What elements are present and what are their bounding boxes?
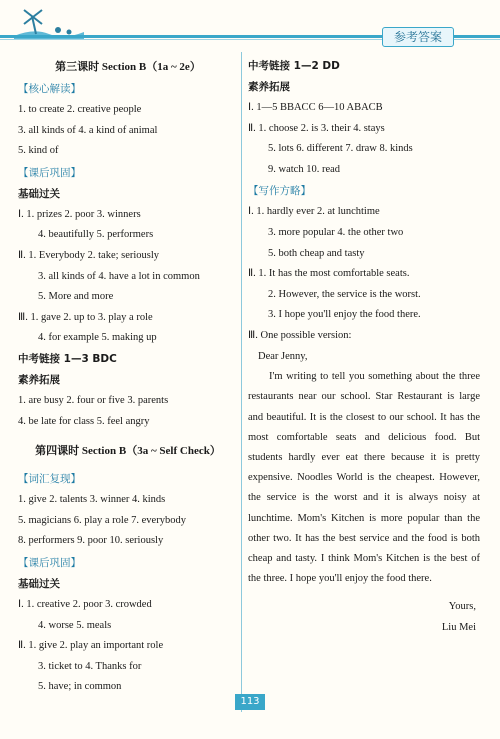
vocab-line-1: 1. give 2. talents 3. winner 4. kinds (18, 494, 166, 506)
page-number: 113 (235, 694, 265, 710)
letter-body: I'm writing to tell you something about the three restaurants near our school. Star Restaurant is large and beautiful. It is the closest to our school. It has the most comfortable seats and delicious food. But students hardly ever eat there because it is pretty expensive. Noodles World is the cheapest. However, the service is the worst and it is always noisy at lunchtime. Mom's Kitchen is more popular than the other two. It has the best service and the food is both cheap and tasty. I think Mom's Kitchen is the best of the three. I hope you'll enjoy the food there. (248, 371, 480, 585)
after-class-tag-2: 【课后巩固】 (18, 556, 81, 569)
writing2-line-3: 3. I hope you'll enjoy the food there. (268, 309, 421, 321)
writing3-heading: Ⅲ. One possible version: (248, 329, 352, 341)
letter-salutation: Dear Jenny, (258, 350, 308, 362)
basic2-line-3: Ⅱ. 1. give 2. play an important role (18, 640, 164, 652)
writing1-line-1: Ⅰ. 1. hardly ever 2. at lunchtime (248, 206, 380, 218)
writing2-line-2: 2. However, the service is the worst. (268, 288, 421, 300)
writing1-line-3: 5. both cheap and tasty (268, 247, 365, 259)
extension1-line-2: 4. be late for class 5. feel angry (18, 415, 150, 427)
basic2-line-4: 3. ticket to 4. Thanks for (38, 660, 142, 672)
core-tag: 【核心解读】 (18, 83, 81, 95)
basic1-line-6: Ⅲ. 1. gave 2. up to 3. play a role (18, 311, 153, 323)
basic1-line-7: 4. for example 5. making up (38, 332, 157, 344)
writing-tag: 【写作方略】 (248, 185, 311, 198)
basic2-line-1: Ⅰ. 1. creative 2. poor 3. crowded (18, 598, 152, 610)
extension-heading-1: 素养拓展 (18, 373, 60, 386)
basic-heading-2: 基础过关 (18, 577, 60, 590)
letter-closing: Yours, (448, 601, 476, 613)
lesson4-title: 第四课时 Section B（3a ~ Self Check） (35, 445, 221, 458)
exam-link-1: 中考链接 1—3 BDC (18, 352, 117, 365)
basic1-line-2: 4. beautifully 5. performers (38, 229, 154, 241)
after-class-tag-1: 【课后巩固】 (18, 166, 81, 179)
extension2-line-2: Ⅱ. 1. choose 2. is 3. their 4. stays (248, 122, 385, 134)
extension1-line-1: 1. are busy 2. four or five 3. parents (18, 394, 169, 406)
vocab-line-2: 5. magicians 6. play a role 7. everybody (18, 514, 186, 526)
basic1-line-1: Ⅰ. 1. prizes 2. poor 3. winners (18, 208, 141, 220)
vocab-line-3: 8. performers 9. poor 10. seriously (18, 535, 164, 547)
lesson3-title: 第三课时 Section B（1a ~ 2e） (55, 61, 201, 73)
writing1-line-2: 3. more popular 4. the other two (268, 226, 404, 238)
right-column (248, 56, 480, 639)
extension2-line-4: 9. watch 10. read (268, 163, 341, 175)
letter-signature: Liu Mei (441, 621, 476, 633)
basic1-line-3: Ⅱ. 1. Everybody 2. take; seriously (18, 249, 160, 261)
extension2-line-3: 5. lots 6. different 7. draw 8. kinds (268, 143, 413, 155)
core-line-3: 5. kind of (18, 145, 59, 157)
exam-link-2: 中考链接 1—2 DD (248, 60, 340, 72)
vocab-tag: 【词汇复现】 (18, 473, 81, 486)
left-column (18, 56, 238, 698)
extension-heading-2: 素养拓展 (248, 81, 290, 93)
basic2-line-2: 4. worse 5. meals (38, 619, 112, 631)
basic1-line-5: 5. More and more (38, 291, 114, 303)
basic1-line-4: 3. all kinds of 4. have a lot in common (38, 270, 200, 282)
extension2-line-1: Ⅰ. 1—5 BBACC 6—10 ABACB (248, 102, 383, 113)
header-bar (0, 0, 500, 46)
basic2-line-5: 5. have; in common (38, 681, 122, 693)
core-line-1: 1. to create 2. creative people (18, 104, 142, 115)
writing2-line-1: Ⅱ. 1. It has the most comfortable seats. (248, 268, 410, 280)
core-line-2: 3. all kinds of 4. a kind of animal (18, 124, 158, 136)
column-divider (241, 52, 242, 712)
answer-key-badge: 参考答案 (382, 27, 454, 47)
basic-heading-1: 基础过关 (18, 187, 60, 200)
